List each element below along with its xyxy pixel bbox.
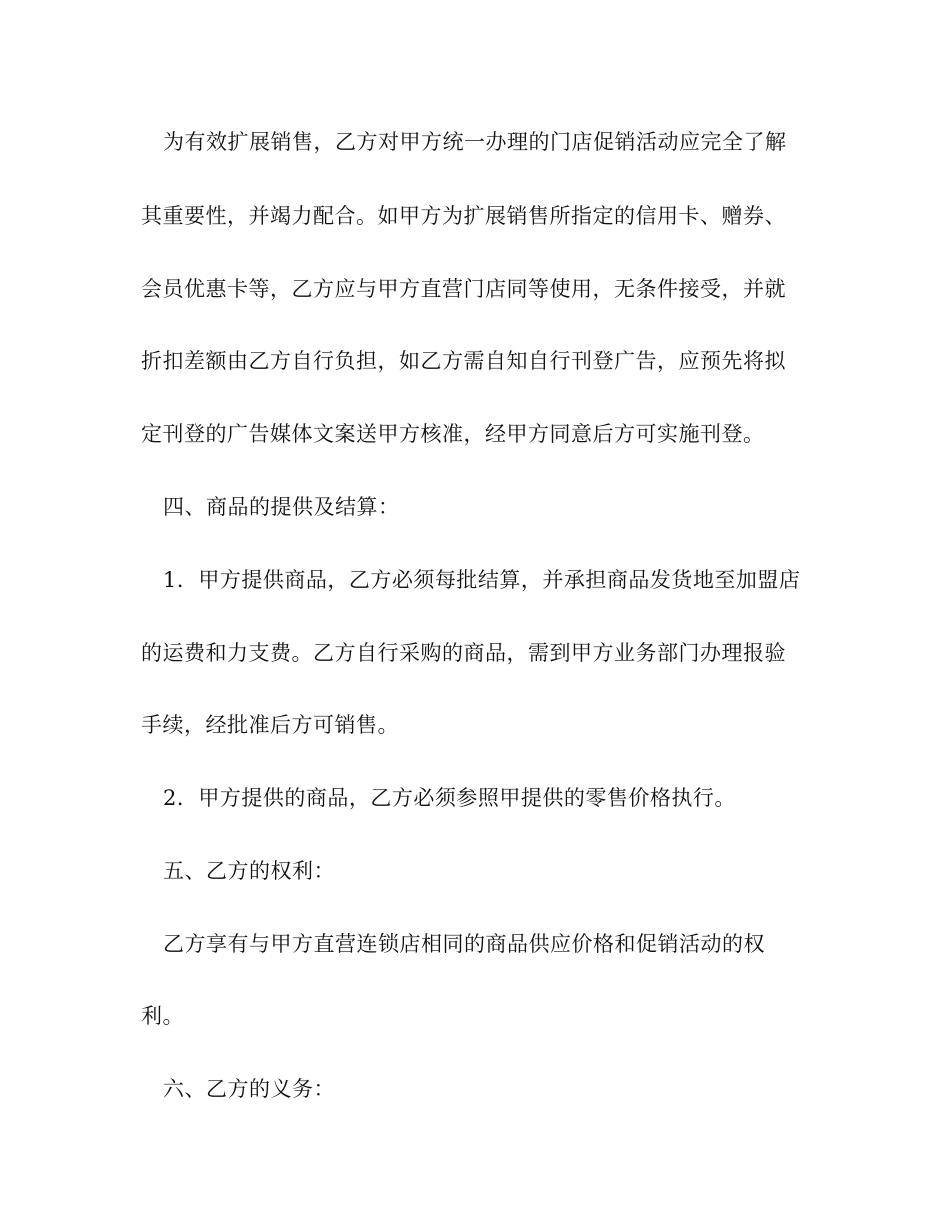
section-heading-6: 六、乙方的义务： <box>163 1077 335 1101</box>
section-heading-4: 四、商品的提供及结算： <box>163 495 400 519</box>
clause-1-line-2: 的运费和力支费。乙方自行采购的商品，需到甲方业务部门办理报验 <box>141 641 786 665</box>
paragraph-promotion-line-2: 其重要性，并竭力配合。如甲方为扩展销售所指定的信用卡、赠券、 <box>141 204 786 228</box>
paragraph-promotion-line-5: 定刊登的广告媒体文案送甲方核准，经甲方同意后方可实施刊登。 <box>141 422 765 446</box>
clause-1-line-3: 手续，经批准后方可销售。 <box>141 713 399 737</box>
paragraph-promotion-line-4: 折扣差额由乙方自行负担，如乙方需自知自行刊登广告，应预先将拟 <box>141 349 786 373</box>
rights-paragraph-line-2: 利。 <box>141 1004 184 1028</box>
clause-2-line-1: 2．甲方提供的商品，乙方必须参照甲提供的零售价格执行。 <box>163 786 736 810</box>
section-heading-5: 五、乙方的权利： <box>163 859 335 883</box>
clause-1-line-1: 1．甲方提供商品，乙方必须每批结算，并承担商品发货地至加盟店 <box>163 568 801 592</box>
paragraph-promotion-line-1: 为有效扩展销售，乙方对甲方统一办理的门店促销活动应完全了解 <box>163 130 787 154</box>
paragraph-promotion-line-3: 会员优惠卡等，乙方应与甲方直营门店同等使用，无条件接受，并就 <box>141 277 786 301</box>
rights-paragraph-line-1: 乙方享有与甲方直营连锁店相同的商品供应价格和促销活动的权 <box>163 932 765 956</box>
